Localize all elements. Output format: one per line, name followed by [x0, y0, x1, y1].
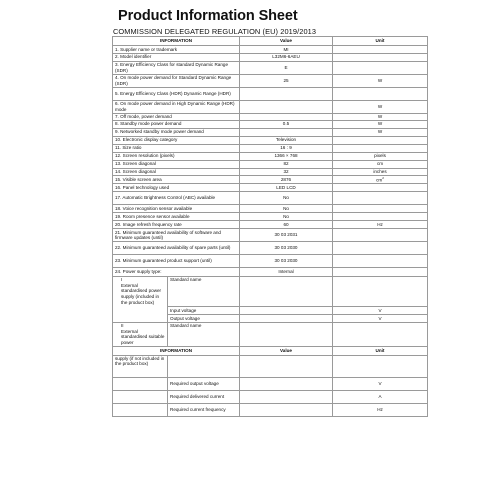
row-value: LED LCD [240, 184, 333, 192]
header-information-2: INFORMATION [113, 346, 240, 355]
row-value: L32M6-6AEU [240, 54, 333, 62]
row-value: E [240, 61, 333, 74]
table-row [113, 136, 428, 144]
row-unit-text: cm [376, 177, 383, 183]
row-unit [333, 136, 428, 144]
row-unit-text: W [377, 121, 383, 127]
row-label: 3. Energy Efficiency Class for standard Dynamic Range (SDR) [113, 61, 240, 74]
external-psu-label: External standardised power supply (included in the product box) [121, 282, 162, 305]
standard-name-label-2: Standard name [168, 323, 240, 346]
row-label: 10. Electronic display category [113, 136, 240, 144]
row-label: 5. Energy Efficiency Class (HDR) Dynamic Range (HDR) [113, 87, 240, 100]
row-label: 14. Screen diagonal [113, 168, 240, 176]
supply-continued-row [113, 355, 428, 377]
table-row [113, 46, 428, 54]
header-row-2 [113, 346, 428, 355]
required-current-value [240, 390, 333, 403]
row-label: 7. Off mode, power demand [113, 113, 240, 121]
row-value: 30 03 2031 [240, 229, 333, 242]
table-row [113, 168, 428, 176]
required-blank-3 [113, 403, 168, 416]
required-output-voltage-label: Required output voltage [168, 377, 240, 390]
required-current-unit: A [333, 390, 428, 403]
row-value: 82 [240, 160, 333, 168]
header-information: INFORMATION [113, 37, 240, 46]
row-label: 11. Size ratio [113, 144, 240, 152]
row-unit [333, 213, 428, 221]
table-row [113, 242, 428, 255]
row-unit-text: W [377, 103, 383, 109]
regulation-subtitle: COMMISSION DELEGATED REGULATION (EU) 2019/2013 [113, 27, 317, 36]
standard-name-unit-2 [333, 323, 428, 346]
row-unit [333, 192, 428, 205]
row-label: 18. Voice recognition sensor available [113, 205, 240, 213]
row-label: 24. Power supply type: [113, 268, 240, 277]
required-current-row [113, 390, 428, 403]
input-voltage-value [240, 307, 333, 315]
standard-name-unit [333, 277, 428, 307]
row-label: 21. Minimum guaranteed availability of software and firmware updates (until) [113, 229, 240, 242]
row-unit [333, 160, 428, 168]
suitable-psu-row [113, 323, 428, 346]
row-unit [333, 128, 428, 136]
row-unit-text: W [377, 129, 383, 135]
row-unit [333, 255, 428, 268]
required-output-voltage-value [240, 377, 333, 390]
required-frequency-row [113, 403, 428, 416]
table-row [113, 121, 428, 129]
output-voltage-unit: V [333, 315, 428, 323]
row-value: 30 03 2030 [240, 255, 333, 268]
row-unit-text: W [377, 77, 383, 83]
header-unit-2: Unit [333, 346, 428, 355]
row-value: 25 [240, 74, 333, 87]
table-row [113, 113, 428, 121]
row-unit [333, 74, 428, 87]
required-output-voltage-unit: V [333, 377, 428, 390]
supply-continued-empty [168, 355, 240, 377]
row-label: 6. On mode power demand in High Dynamic Range (HDR) mode [113, 100, 240, 113]
row-unit [333, 229, 428, 242]
standard-name-label: Standard name [168, 277, 240, 307]
row-label: 16. Panel technology used [113, 184, 240, 192]
supply-continued-label: supply (if not included in the product box) [113, 355, 168, 377]
external-psu-row [113, 277, 428, 307]
row-label: 19. Room presence sensor available [113, 213, 240, 221]
row-value [240, 128, 333, 136]
row-label: 4. On mode power demand for Standard Dynamic Range (SDR) [113, 74, 240, 87]
row-unit [333, 144, 428, 152]
table-row [113, 176, 428, 184]
required-frequency-unit: Hz [333, 403, 428, 416]
row-unit-text: cm [376, 161, 384, 167]
required-blank-1 [113, 377, 168, 390]
row-value: No [240, 213, 333, 221]
row-value [240, 113, 333, 121]
row-value [240, 87, 333, 100]
row-label: 1. Supplier name or trademark [113, 46, 240, 54]
required-frequency-label: Required current frequency [168, 403, 240, 416]
row-unit [333, 121, 428, 129]
row-label: 9. Networked standby mode power demand [113, 128, 240, 136]
row-value: 32 [240, 168, 333, 176]
row-value: 60 [240, 221, 333, 229]
row-unit [333, 205, 428, 213]
row-value: 0.5 [240, 121, 333, 129]
information-table [112, 36, 428, 417]
row-label: 22. Minimum guaranteed availability of spare parts (until) [113, 242, 240, 255]
row-value: 2876 [240, 176, 333, 184]
supply-continued-value [240, 355, 333, 377]
row-value: 16 : 9 [240, 144, 333, 152]
standard-name-value-2 [240, 323, 333, 346]
suitable-psu-label: External standardised suitable power [121, 328, 165, 345]
row-value: Internal [240, 268, 333, 277]
row-unit [333, 61, 428, 74]
row-value [240, 100, 333, 113]
table-row [113, 221, 428, 229]
table-row [113, 213, 428, 221]
supply-continued-unit [333, 355, 428, 377]
row-unit-text: Hz [377, 221, 383, 227]
table-row [113, 128, 428, 136]
row-unit [333, 221, 428, 229]
row-value: 1366 × 768 [240, 152, 333, 160]
required-current-label: Required delivered current [168, 390, 240, 403]
suitable-psu-cell [113, 323, 168, 346]
row-value: MI [240, 46, 333, 54]
row-label: 8. Standby mode power demand [113, 121, 240, 129]
table-row [113, 144, 428, 152]
row-unit [333, 242, 428, 255]
page-title: Product Information Sheet [118, 8, 298, 24]
standard-name-value [240, 277, 333, 307]
row-label: 13. Screen diagonal [113, 160, 240, 168]
row-unit [333, 113, 428, 121]
row-unit [333, 100, 428, 113]
table-row [113, 268, 428, 277]
row-unit-text: pixels [374, 153, 386, 159]
unit-superscript: 2 [382, 176, 384, 180]
required-blank-2 [113, 390, 168, 403]
row-value: No [240, 205, 333, 213]
psu-marker-2: II [121, 323, 124, 329]
table-row [113, 160, 428, 168]
row-unit [333, 152, 428, 160]
row-value: No [240, 192, 333, 205]
table-row [113, 192, 428, 205]
output-voltage-value [240, 315, 333, 323]
table-row [113, 255, 428, 268]
row-value: Television [240, 136, 333, 144]
input-voltage-unit: V [333, 307, 428, 315]
table-row [113, 100, 428, 113]
table-row [113, 205, 428, 213]
header-value-2: Value [240, 346, 333, 355]
row-label: 20. Image refresh frequency rate [113, 221, 240, 229]
table-row [113, 54, 428, 62]
header-value: Value [240, 37, 333, 46]
row-unit-text: inches [373, 168, 387, 174]
row-unit [333, 168, 428, 176]
row-label: 2. Model identifier [113, 54, 240, 62]
row-unit [333, 176, 428, 184]
row-label: 12. Screen resolution (pixels) [113, 152, 240, 160]
table-row [113, 61, 428, 74]
table-row [113, 74, 428, 87]
output-voltage-label: Output voltage [168, 315, 240, 323]
header-row [113, 37, 428, 46]
row-label: 17. Automatic Brightness Control (ABC) available [113, 192, 240, 205]
input-voltage-label: Input voltage [168, 307, 240, 315]
required-output-voltage-row [113, 377, 428, 390]
table-row [113, 87, 428, 100]
row-unit [333, 184, 428, 192]
table-row [113, 229, 428, 242]
row-unit [333, 54, 428, 62]
row-label: 15. Visible screen area [113, 176, 240, 184]
psu-marker: I [121, 277, 123, 283]
row-label: 23. Minimum guaranteed product support (until) [113, 255, 240, 268]
row-unit-text: W [377, 113, 383, 119]
external-psu-cell [113, 277, 168, 323]
row-value: 30 03 2030 [240, 242, 333, 255]
table-row [113, 152, 428, 160]
row-unit [333, 87, 428, 100]
row-unit [333, 46, 428, 54]
required-frequency-value [240, 403, 333, 416]
row-unit [333, 268, 428, 277]
table-row [113, 184, 428, 192]
header-unit: Unit [333, 37, 428, 46]
